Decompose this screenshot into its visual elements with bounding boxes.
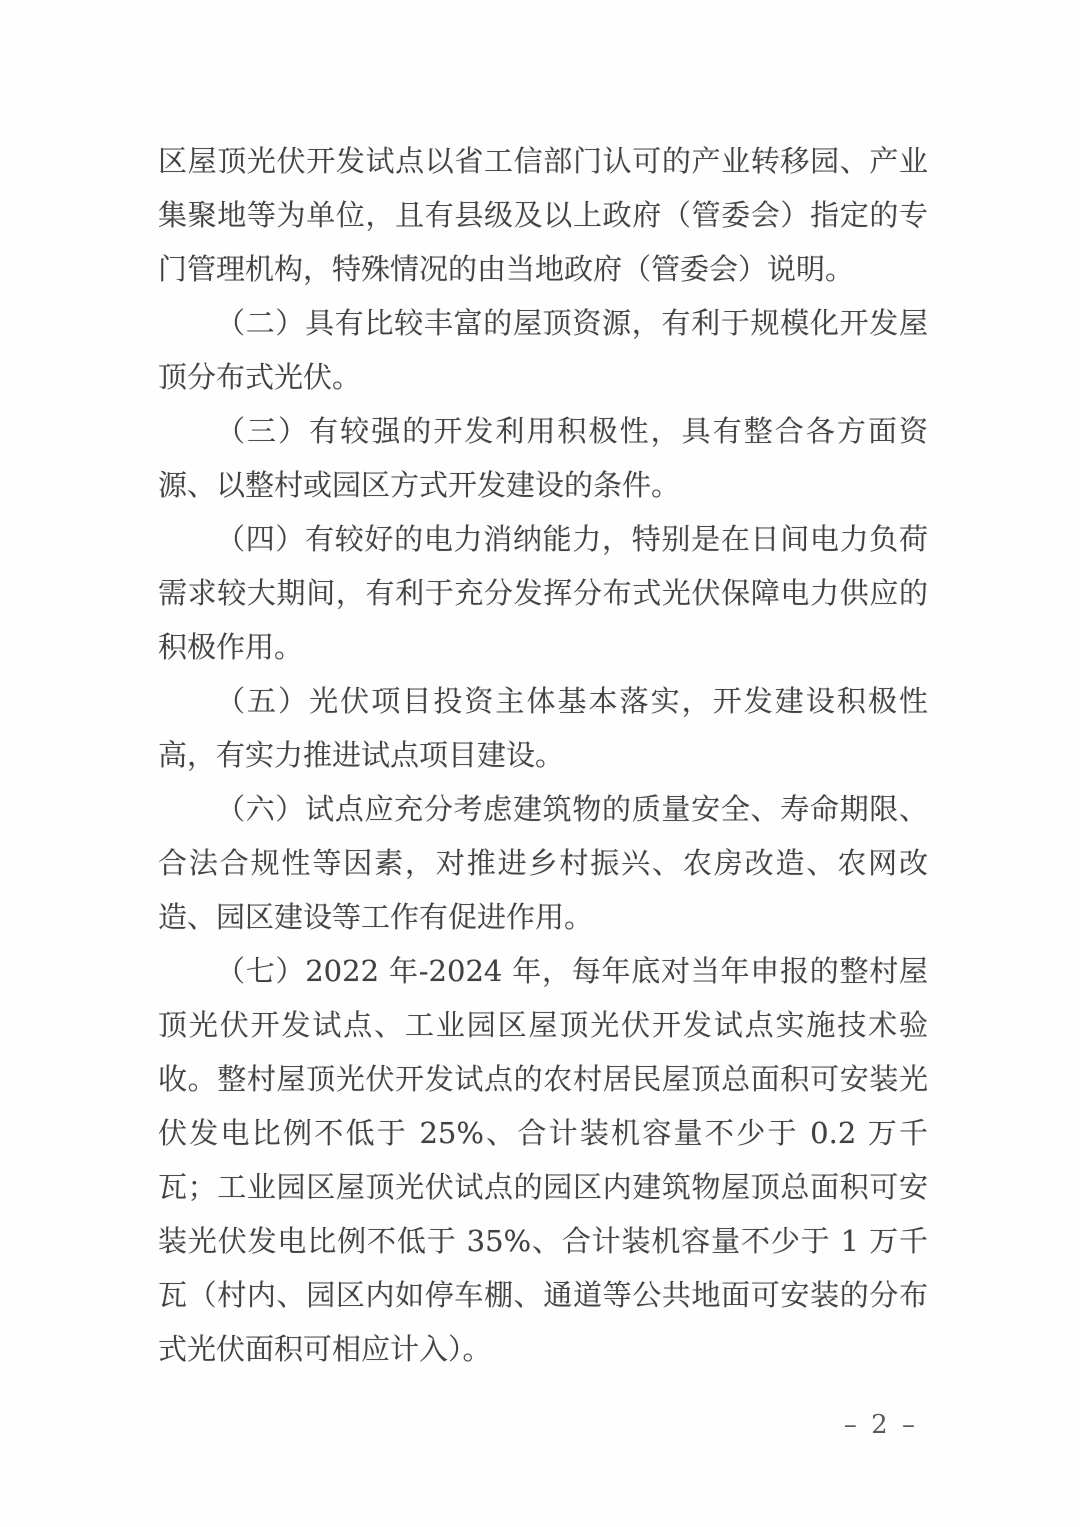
paragraph: 区屋顶光伏开发试点以省工信部门认可的产业转移园、产业集聚地等为单位，且有县级及以上政府（管委会）指定的专门管理机构，特殊情况的由当地政府（管委会）说明。 — [158, 144, 928, 286]
paragraph: （三）有较强的开发利用积极性，具有整合各方面资源、以整村或园区方式开发建设的条件。 — [158, 414, 928, 502]
paragraph: （七）2022 年-2024 年，每年底对当年申报的整村屋顶光伏开发试点、工业园区屋顶光伏开发试点实施技术验收。整村屋顶光伏开发试点的农村居民屋顶总面积可安装光伏发电比例不低于 25%、合计装机容量不少于 0.2 万千瓦；工业园区屋顶光伏试点的园区内建筑物屋顶总面积可安装光伏发电比例不低于 35%、合计装机容量不少于 1 万千瓦（村内、园区内如停车棚、通道等公共地面可安装的分布式光伏面积可相应计入）。 — [158, 954, 928, 1366]
document-body — [158, 134, 928, 1376]
paragraph: （六）试点应充分考虑建筑物的质量安全、寿命期限、合法合规性等因素，对推进乡村振兴、农房改造、农网改造、园区建设等工作有促进作用。 — [158, 792, 928, 934]
paragraph: （五）光伏项目投资主体基本落实，开发建设积极性高，有实力推进试点项目建设。 — [158, 684, 928, 772]
paragraph: （四）有较好的电力消纳能力，特别是在日间电力负荷需求较大期间，有利于充分发挥分布式光伏保障电力供应的积极作用。 — [158, 522, 928, 664]
page-number: – 2 – — [843, 1410, 918, 1440]
paragraph: （二）具有比较丰富的屋顶资源，有利于规模化开发屋顶分布式光伏。 — [158, 306, 928, 394]
